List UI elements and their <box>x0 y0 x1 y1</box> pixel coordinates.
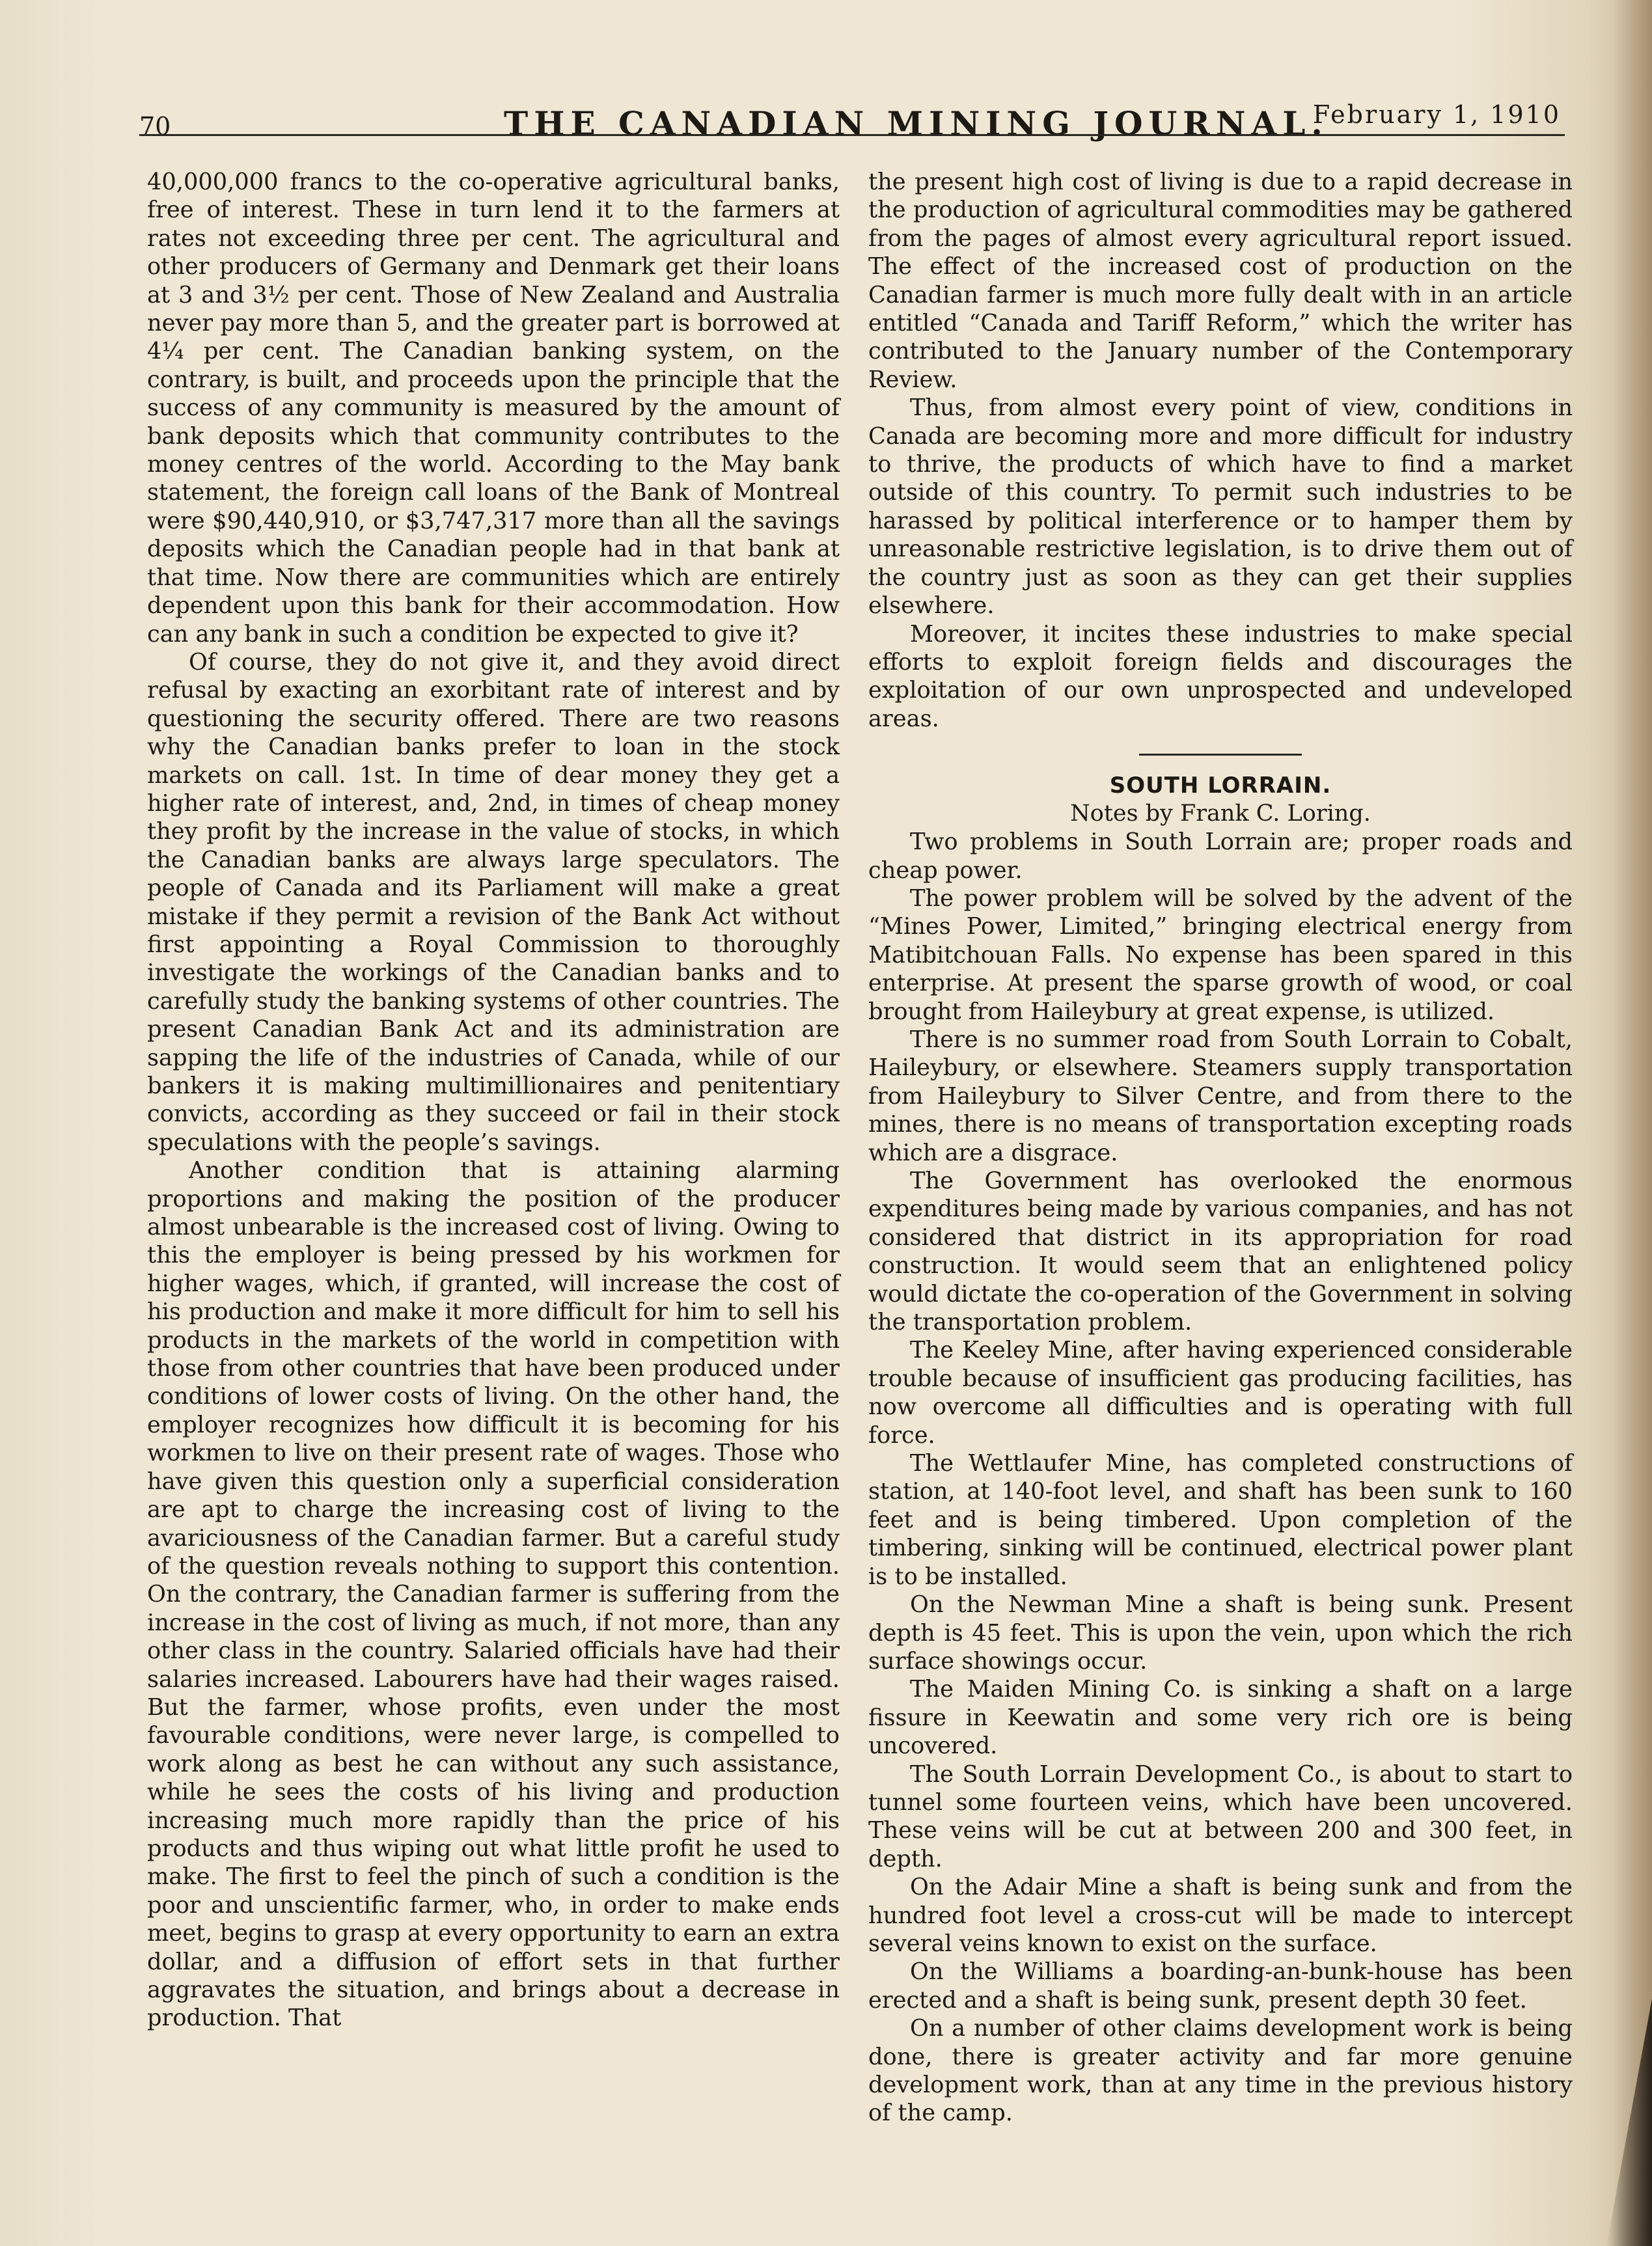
paragraph: Two problems in South Lorrain are; proper roads and cheap power. <box>868 829 1573 884</box>
paragraph: The Maiden Mining Co. is sinking a shaft on a large fissure in Keewatin and some very rich ore is being uncovered. <box>868 1676 1573 1760</box>
paragraph: On the Williams a boarding-an-bunk-house has been erected and a shaft is being sunk, present depth 30 feet. <box>868 1958 1573 2014</box>
issue-date: February 1, 1910 <box>1312 100 1561 129</box>
paragraph: There is no summer road from South Lorrain to Cobalt, Haileybury, or elsewhere. Steamers supply transportation from Haileybury to Silver Centre, and from there to the mines, there is no means of transportation excepting roads which are a disgrace. <box>868 1026 1573 1166</box>
section-byline: Notes by Frank C. Loring. <box>1070 801 1371 827</box>
paragraph: The Government has overlooked the enormous expenditures being made by various companies, and has not considered that district in its appropriation for road construction. It would seem that an enlightened policy would dictate the co-operation of the Government in solving the transportation problem. <box>868 1168 1573 1336</box>
right-column <box>868 168 1573 2128</box>
header-rule <box>139 134 1565 136</box>
paragraph: The Keeley Mine, after having experienced considerable trouble because of insufficient gas producing facilities, has now overcome all difficulties and is operating with full force. <box>868 1337 1573 1449</box>
paragraph: the present high cost of living is due to a rapid decrease in the production of agricultural commodities may be gathered from the pages of almost every agricultural report issued. The effect of the increased cost of production on the Canadian farmer is much more fully dealt with in an article entitled “Canada and Tariff Reform,” which the writer has contributed to the January number of the Contemporary Review. <box>868 169 1573 393</box>
paragraph: On the Newman Mine a shaft is being sunk. Present depth is 45 feet. This is upon the vein, upon which the rich surface showings occur. <box>868 1591 1573 1675</box>
page-number: 70 <box>139 112 171 141</box>
paragraph: On the Adair Mine a shaft is being sunk and from the hundred foot level a cross-cut will be made to intercept several veins known to exist on the surface. <box>868 1874 1573 1957</box>
paragraph: On a number of other claims development work is being done, there is greater activity and far more genuine development work, than at any time in the previous history of the camp. <box>868 2015 1573 2127</box>
paragraph: 40,000,000 francs to the co-operative agricultural banks, free of interest. These in turn lend it to the farmers at rates not exceeding three per cent. The agricultural and other producers of Germany and Denmark get their loans at 3 and 3½ per cent. Those of New Zealand and Australia never pay more than 5, and the greater part is borrowed at 4¼ per cent. The Canadian banking system, on the contrary, is built, and proceeds upon the principle that the success of any community is measured by the amount of bank deposits which that community contributes to the money centres of the world. According to the May bank statement, the foreign call loans of the Bank of Montreal were $90,440,910, or $3,747,317 more than all the savings deposits which the Canadian people had in that bank at that time. Now there are communities which are entirely dependent upon this bank for their accommodation. How can any bank in such a condition be expected to give it? <box>147 169 840 648</box>
journal-title: THE CANADIAN MINING JOURNAL. <box>504 104 1328 143</box>
section-divider <box>1139 754 1302 756</box>
page-spine-shading <box>1613 0 1652 2246</box>
paragraph: Moreover, it incites these industries to make special efforts to exploit foreign fields and discourages the exploitation of our own unprospected and undeveloped areas. <box>868 620 1573 732</box>
left-column <box>147 168 840 2033</box>
paragraph: Of course, they do not give it, and they avoid direct refusal by exacting an exorbitant rate of interest and by questioning the security offered. There are two reasons why the Canadian banks prefer to loan in the stock markets on call. 1st. In time of dear money they get a higher rate of interest, and, 2nd, in times of cheap money they profit by the increase in the value of stocks, in which the Canadian banks are always large speculators. The people of Canada and its Parliament will make a great mistake if they permit a revision of the Bank Act without first appointing a Royal Commission to thoroughly investigate the workings of the Canadian banks and to carefully study the banking systems of other countries. The present Canadian Bank Act and its administration are sapping the life of the industries of Canada, while of our bankers it is making multimillionaires and penitentiary convicts, according as they succeed or fail in their stock speculations with the people’s savings. <box>147 648 840 1156</box>
paragraph: Thus, from almost every point of view, conditions in Canada are becoming more and more difficult for industry to thrive, the products of which have to find a market outside of this country. To permit such industries to be harassed by political interference or to hamper them by unreasonable restrictive legislation, is to drive them out of the country just as soon as they can get their supplies elsewhere. <box>868 394 1573 620</box>
paragraph: The South Lorrain Development Co., is about to start to tunnel some fourteen veins, which have been uncovered. These veins will be cut at between 200 and 300 feet, in depth. <box>868 1760 1573 1872</box>
paragraph: The power problem will be solved by the advent of the “Mines Power, Limited,” bringing electrical energy from Matibitchouan Falls. No expense has been spared in this enterprise. At present the sparse growth of wood, or coal brought from Haileybury at great expense, is utilized. <box>868 884 1573 1025</box>
section-title: SOUTH LORRAIN. <box>1109 773 1332 799</box>
paragraph: Another condition that is attaining alarming proportions and making the position of the producer almost unbearable is the increased cost of living. Owing to this the employer is being pressed by his workmen for higher wages, which, if granted, will increase the cost of his production and make it more difficult for him to sell his products in the markets of the world in competition with those from other countries that have been produced under conditions of lower costs of living. On the other hand, the employer recognizes how difficult it is becoming for his workmen to live on their present rate of wages. Those who have given this question only a superficial consideration are apt to charge the increasing cost of living to the avariciousness of the Canadian farmer. But a careful study of the question reveals nothing to support this contention. On the contrary, the Canadian farmer is suffering from the increase in the cost of living as much, if not more, than any other class in the country. Salaried officials have had their salaries increased. Labourers have had their wages raised. But the farmer, whose profits, even under the most favourable conditions, were never large, is compelled to work along as best he can without any such assistance, while he sees the costs of his living and production increasing much more rapidly than the price of his products and thus wiping out what little profit he used to make. The first to feel the pinch of such a condition is the poor and unscientific farmer, who, in order to make ends meet, begins to grasp at every opportunity to earn an extra dollar, and a diffusion of effort sets in that further aggravates the situation, and brings about a decrease in production. That <box>147 1157 840 2032</box>
paragraph: The Wettlaufer Mine, has completed constructions of station, at 140-foot level, and shaft has been sunk to 160 feet and is being timbered. Upon completion of the timbering, sinking will be continued, electrical power plant is to be installed. <box>868 1450 1573 1590</box>
